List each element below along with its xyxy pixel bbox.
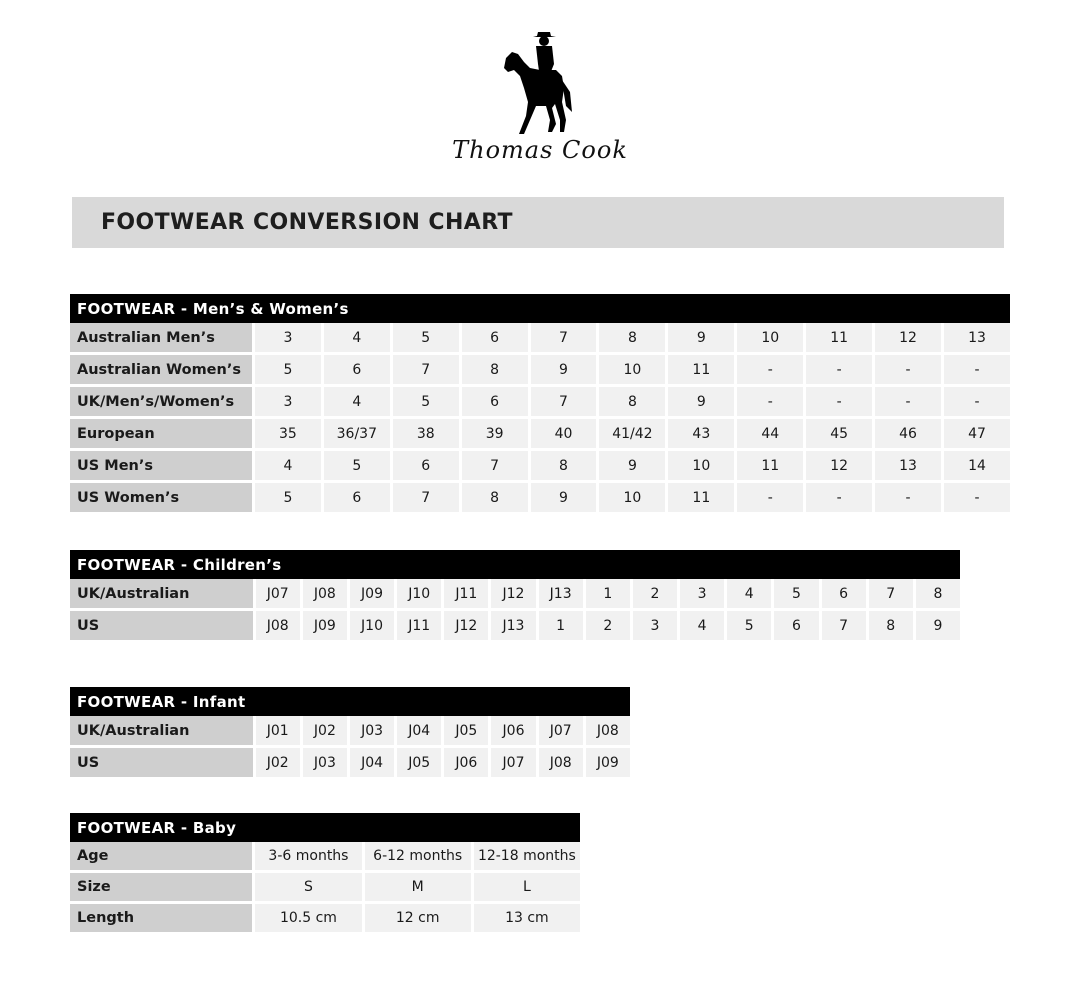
table-cell: 4 xyxy=(324,384,393,416)
row-label: Australian Men’s xyxy=(70,323,255,352)
table-cell: 10 xyxy=(599,352,668,384)
table-cell: 7 xyxy=(531,323,600,352)
table-cell: 6 xyxy=(462,323,531,352)
table-row xyxy=(70,901,580,932)
mens-womens-table xyxy=(70,294,1010,512)
table-cell: 8 xyxy=(531,448,600,480)
row-label: UK/Australian xyxy=(70,579,256,608)
table-cell: J02 xyxy=(256,745,303,777)
table-cell: - xyxy=(806,384,875,416)
table-cell: 11 xyxy=(668,480,737,512)
table-cell: 7 xyxy=(393,352,462,384)
table-cell: J05 xyxy=(444,716,491,745)
table-cell: J08 xyxy=(586,716,630,745)
table-cell: 6 xyxy=(324,480,393,512)
table-cell: 41/42 xyxy=(599,416,668,448)
table-cell: 8 xyxy=(462,480,531,512)
row-label: Size xyxy=(70,870,255,901)
table-cell: 47 xyxy=(944,416,1010,448)
table-cell: 5 xyxy=(324,448,393,480)
table-row xyxy=(70,480,1010,512)
table-cell: 8 xyxy=(599,384,668,416)
brand-logo xyxy=(440,28,640,173)
page-title: FOOTWEAR CONVERSION CHART xyxy=(101,210,513,235)
table-cell: J05 xyxy=(397,745,444,777)
table-cell: 8 xyxy=(462,352,531,384)
table-cell: J06 xyxy=(491,716,538,745)
table-cell: 39 xyxy=(462,416,531,448)
table-cell: J03 xyxy=(350,716,397,745)
table-cell: J08 xyxy=(303,579,350,608)
table-cell: J12 xyxy=(444,608,491,640)
table-cell: J09 xyxy=(303,608,350,640)
brand-name: Thomas Cook xyxy=(452,136,628,164)
horse-rider-icon xyxy=(500,28,580,140)
table-cell: 5 xyxy=(393,384,462,416)
table-row xyxy=(70,745,630,777)
table-cell: J02 xyxy=(303,716,350,745)
infant-heading: FOOTWEAR - Infant xyxy=(70,687,630,716)
table-cell: J13 xyxy=(539,579,586,608)
table-cell: J09 xyxy=(350,579,397,608)
row-label: Age xyxy=(70,842,255,870)
table-cell: 7 xyxy=(393,480,462,512)
table-cell: J07 xyxy=(256,579,303,608)
table-cell: 8 xyxy=(916,579,960,608)
table-cell: 6 xyxy=(774,608,821,640)
table-cell: 44 xyxy=(737,416,806,448)
table-cell: 4 xyxy=(324,323,393,352)
table-cell: 7 xyxy=(869,579,916,608)
table-cell: - xyxy=(737,384,806,416)
row-label: UK/Australian xyxy=(70,716,256,745)
table-cell: - xyxy=(737,352,806,384)
table-cell: - xyxy=(806,480,875,512)
table-cell: J01 xyxy=(256,716,303,745)
table-cell: 10 xyxy=(599,480,668,512)
table-cell: 7 xyxy=(462,448,531,480)
table-cell: 13 xyxy=(944,323,1010,352)
table-cell: 5 xyxy=(774,579,821,608)
table-cell: 9 xyxy=(531,352,600,384)
table-cell: 12 xyxy=(806,448,875,480)
table-cell: 12 xyxy=(875,323,944,352)
row-label: US Men’s xyxy=(70,448,255,480)
table-row xyxy=(70,579,960,608)
table-cell: J10 xyxy=(350,608,397,640)
infant-table xyxy=(70,687,630,777)
table-cell: L xyxy=(474,870,580,901)
row-label: UK/Men’s/Women’s xyxy=(70,384,255,416)
table-cell: 11 xyxy=(668,352,737,384)
table-cell: 3 xyxy=(680,579,727,608)
table-cell: - xyxy=(944,480,1010,512)
row-label: European xyxy=(70,416,255,448)
table-row xyxy=(70,842,580,870)
table-cell: - xyxy=(806,352,875,384)
mens_womens-heading: FOOTWEAR - Men’s & Women’s xyxy=(70,294,1010,323)
table-cell: J04 xyxy=(397,716,444,745)
table-cell: J08 xyxy=(256,608,303,640)
table-cell: - xyxy=(875,480,944,512)
table-cell: J04 xyxy=(350,745,397,777)
table-cell: 4 xyxy=(727,579,774,608)
table-cell: 7 xyxy=(531,384,600,416)
table-cell: 9 xyxy=(599,448,668,480)
table-cell: J13 xyxy=(491,608,538,640)
table-cell: J09 xyxy=(586,745,630,777)
table-row xyxy=(70,352,1010,384)
table-cell: 13 cm xyxy=(474,901,580,932)
table-cell: - xyxy=(875,384,944,416)
table-cell: 9 xyxy=(668,323,737,352)
table-row xyxy=(70,608,960,640)
table-cell: 46 xyxy=(875,416,944,448)
table-cell: 4 xyxy=(680,608,727,640)
table-cell: 6 xyxy=(822,579,869,608)
table-cell: 13 xyxy=(875,448,944,480)
table-cell: 40 xyxy=(531,416,600,448)
table-cell: 1 xyxy=(586,579,633,608)
table-cell: 5 xyxy=(255,352,324,384)
table-cell: M xyxy=(365,870,474,901)
table-cell: 7 xyxy=(822,608,869,640)
table-cell: 12-18 months xyxy=(474,842,580,870)
table-row xyxy=(70,870,580,901)
baby-table xyxy=(70,813,580,932)
table-cell: 10.5 cm xyxy=(255,901,364,932)
table-cell: 3-6 months xyxy=(255,842,364,870)
table-cell: J10 xyxy=(397,579,444,608)
row-label: US xyxy=(70,608,256,640)
table-cell: 10 xyxy=(668,448,737,480)
table-cell: 11 xyxy=(737,448,806,480)
table-cell: 5 xyxy=(393,323,462,352)
table-cell: 2 xyxy=(586,608,633,640)
childrens-table xyxy=(70,550,960,640)
table-cell: 6 xyxy=(393,448,462,480)
table-cell: 4 xyxy=(255,448,324,480)
table-cell: 36/37 xyxy=(324,416,393,448)
table-cell: J08 xyxy=(539,745,586,777)
table-cell: - xyxy=(944,384,1010,416)
table-cell: J07 xyxy=(491,745,538,777)
table-cell: 6 xyxy=(462,384,531,416)
table-cell: 38 xyxy=(393,416,462,448)
table-cell: S xyxy=(255,870,364,901)
table-cell: 9 xyxy=(916,608,960,640)
table-row xyxy=(70,448,1010,480)
table-cell: J06 xyxy=(444,745,491,777)
row-label: Length xyxy=(70,901,255,932)
table-cell: 8 xyxy=(869,608,916,640)
table-cell: J11 xyxy=(444,579,491,608)
table-row xyxy=(70,384,1010,416)
table-cell: 9 xyxy=(668,384,737,416)
row-label: Australian Women’s xyxy=(70,352,255,384)
table-row xyxy=(70,416,1010,448)
table-cell: 12 cm xyxy=(365,901,474,932)
table-cell: - xyxy=(875,352,944,384)
table-cell: 3 xyxy=(255,323,324,352)
table-cell: 14 xyxy=(944,448,1010,480)
table-cell: 5 xyxy=(255,480,324,512)
table-cell: 35 xyxy=(255,416,324,448)
table-cell: 45 xyxy=(806,416,875,448)
childrens-heading: FOOTWEAR - Children’s xyxy=(70,550,960,579)
table-cell: 10 xyxy=(737,323,806,352)
table-cell: 2 xyxy=(633,579,680,608)
table-cell: 5 xyxy=(727,608,774,640)
baby-heading: FOOTWEAR - Baby xyxy=(70,813,580,842)
table-cell: J11 xyxy=(397,608,444,640)
table-cell: 6 xyxy=(324,352,393,384)
table-cell: 9 xyxy=(531,480,600,512)
table-cell: 6-12 months xyxy=(365,842,474,870)
title-banner xyxy=(72,197,1004,248)
table-cell: - xyxy=(737,480,806,512)
row-label: US Women’s xyxy=(70,480,255,512)
table-cell: 1 xyxy=(539,608,586,640)
table-cell: 8 xyxy=(599,323,668,352)
table-row xyxy=(70,323,1010,352)
table-cell: J03 xyxy=(303,745,350,777)
table-cell: 11 xyxy=(806,323,875,352)
table-cell: 3 xyxy=(633,608,680,640)
table-row xyxy=(70,716,630,745)
table-cell: 3 xyxy=(255,384,324,416)
table-cell: 43 xyxy=(668,416,737,448)
table-cell: J12 xyxy=(491,579,538,608)
row-label: US xyxy=(70,745,256,777)
table-cell: J07 xyxy=(539,716,586,745)
table-cell: - xyxy=(944,352,1010,384)
